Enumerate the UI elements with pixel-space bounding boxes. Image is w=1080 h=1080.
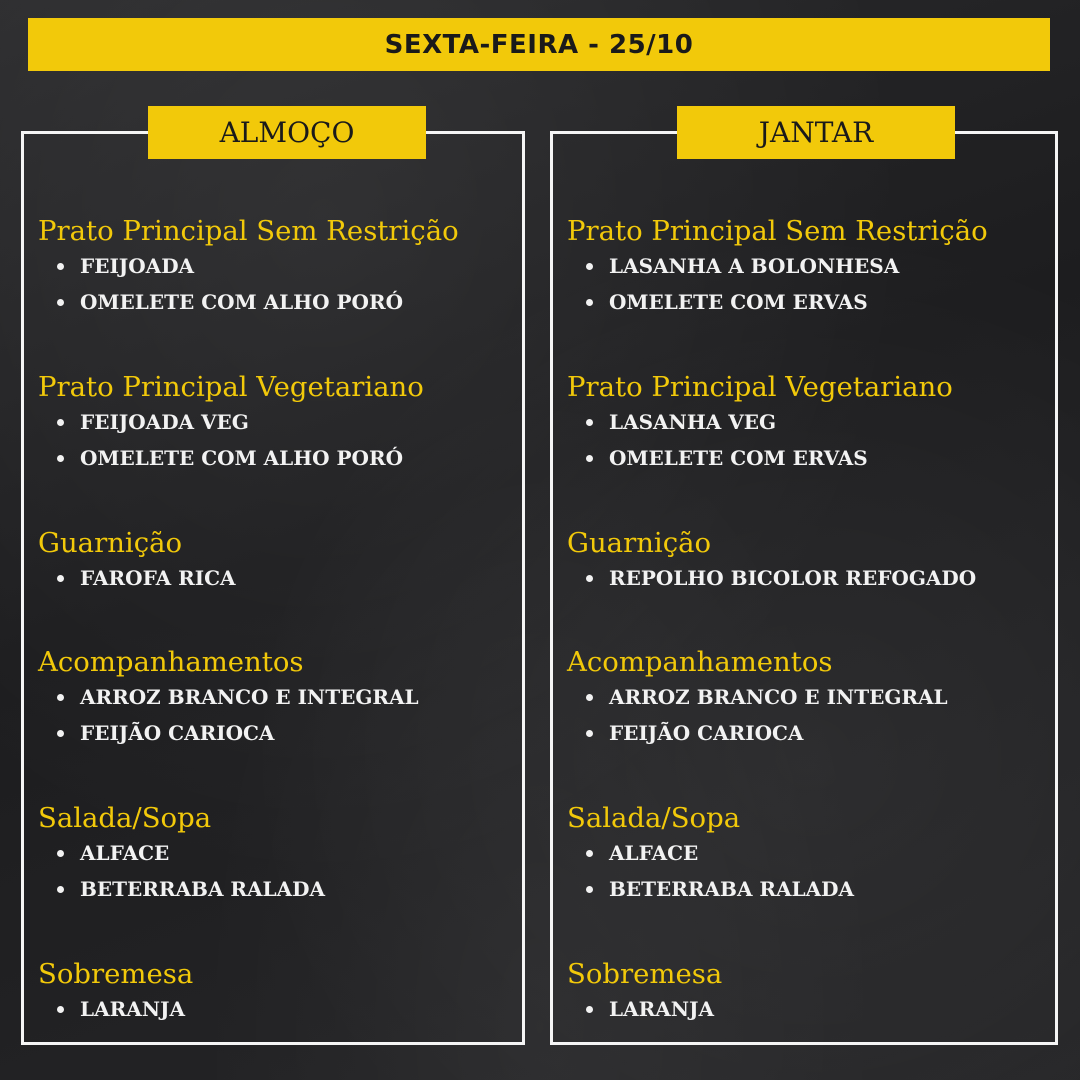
section-heading: Acompanhamentos <box>567 646 833 678</box>
lunch-section-side <box>38 526 512 596</box>
bullet-icon <box>586 1006 593 1013</box>
section-heading: Acompanhamentos <box>38 646 304 678</box>
bullet-icon <box>57 694 64 701</box>
bullet-icon <box>57 850 64 857</box>
list-item <box>567 991 1045 1027</box>
item-label: BETERRABA RALADA <box>80 877 325 901</box>
section-heading: Prato Principal Vegetariano <box>38 371 424 403</box>
lunch-label: ALMOÇO <box>219 116 355 149</box>
dinner-section-accompaniments <box>567 645 1045 751</box>
section-heading: Sobremesa <box>38 958 194 990</box>
bullet-icon <box>586 299 593 306</box>
list-item <box>38 679 512 715</box>
item-list <box>38 248 512 320</box>
dinner-label-banner <box>677 106 955 159</box>
dinner-panel <box>550 116 1058 1045</box>
bullet-icon <box>57 886 64 893</box>
bullet-icon <box>57 455 64 462</box>
lunch-section-vegetarian <box>38 370 512 476</box>
section-heading: Prato Principal Vegetariano <box>567 371 953 403</box>
item-list <box>38 560 512 596</box>
section-heading: Prato Principal Sem Restrição <box>567 215 988 247</box>
list-item <box>567 440 1045 476</box>
item-label: FEIJOADA <box>80 254 195 278</box>
list-item <box>38 440 512 476</box>
list-item <box>567 835 1045 871</box>
item-label: FEIJOADA VEG <box>80 410 249 434</box>
bullet-icon <box>57 419 64 426</box>
dinner-section-dessert <box>567 957 1045 1027</box>
dinner-label: JANTAR <box>758 116 874 149</box>
item-list <box>38 679 512 751</box>
list-item <box>567 871 1045 907</box>
list-item <box>38 871 512 907</box>
bullet-icon <box>586 419 593 426</box>
bullet-icon <box>586 263 593 270</box>
list-item <box>567 248 1045 284</box>
bullet-icon <box>586 694 593 701</box>
bullet-icon <box>57 299 64 306</box>
item-label: FEIJÃO CARIOCA <box>609 721 804 745</box>
bullet-icon <box>57 263 64 270</box>
list-item <box>567 560 1045 596</box>
item-list <box>38 404 512 476</box>
section-heading: Salada/Sopa <box>567 802 741 834</box>
bullet-icon <box>586 575 593 582</box>
list-item <box>38 284 512 320</box>
list-item <box>567 284 1045 320</box>
list-item <box>38 560 512 596</box>
item-list <box>38 991 512 1027</box>
lunch-section-accompaniments <box>38 645 512 751</box>
section-heading: Sobremesa <box>567 958 723 990</box>
list-item <box>38 715 512 751</box>
list-item <box>38 404 512 440</box>
item-label: ARROZ BRANCO E INTEGRAL <box>80 685 419 709</box>
item-list <box>567 679 1045 751</box>
bullet-icon <box>586 850 593 857</box>
item-label: OMELETE COM ALHO PORÓ <box>80 290 404 314</box>
list-item <box>38 991 512 1027</box>
dinner-section-main <box>567 214 1045 320</box>
list-item <box>38 248 512 284</box>
bullet-icon <box>586 730 593 737</box>
item-label: ALFACE <box>80 841 170 865</box>
item-label: OMELETE COM ALHO PORÓ <box>80 446 404 470</box>
lunch-panel <box>21 116 525 1045</box>
list-item <box>567 679 1045 715</box>
section-heading: Guarnição <box>38 527 183 559</box>
bullet-icon <box>57 1006 64 1013</box>
item-label: ARROZ BRANCO E INTEGRAL <box>609 685 948 709</box>
item-label: REPOLHO BICOLOR REFOGADO <box>609 566 977 590</box>
item-list <box>567 835 1045 907</box>
section-heading: Salada/Sopa <box>38 802 212 834</box>
section-heading: Prato Principal Sem Restrição <box>38 215 459 247</box>
item-list <box>567 248 1045 320</box>
dinner-section-salad <box>567 801 1045 907</box>
title-banner <box>28 18 1050 71</box>
item-label: LARANJA <box>80 997 185 1021</box>
list-item <box>567 404 1045 440</box>
lunch-label-banner <box>148 106 426 159</box>
item-label: OMELETE COM ERVAS <box>609 446 868 470</box>
item-list <box>567 991 1045 1027</box>
item-list <box>567 404 1045 476</box>
item-list <box>567 560 1045 596</box>
item-label: FAROFA RICA <box>80 566 236 590</box>
item-label: LASANHA A BOLONHESA <box>609 254 900 278</box>
page-title: SEXTA-FEIRA - 25/10 <box>384 29 694 60</box>
item-label: OMELETE COM ERVAS <box>609 290 868 314</box>
bullet-icon <box>57 730 64 737</box>
item-label: LASANHA VEG <box>609 410 777 434</box>
item-label: LARANJA <box>609 997 714 1021</box>
bullet-icon <box>586 886 593 893</box>
dinner-section-side <box>567 526 1045 596</box>
list-item <box>567 715 1045 751</box>
section-heading: Guarnição <box>567 527 712 559</box>
item-list <box>38 835 512 907</box>
list-item <box>38 835 512 871</box>
lunch-section-dessert <box>38 957 512 1027</box>
bullet-icon <box>586 455 593 462</box>
bullet-icon <box>57 575 64 582</box>
item-label: FEIJÃO CARIOCA <box>80 721 275 745</box>
lunch-section-main <box>38 214 512 320</box>
item-label: ALFACE <box>609 841 699 865</box>
item-label: BETERRABA RALADA <box>609 877 854 901</box>
lunch-section-salad <box>38 801 512 907</box>
dinner-section-vegetarian <box>567 370 1045 476</box>
